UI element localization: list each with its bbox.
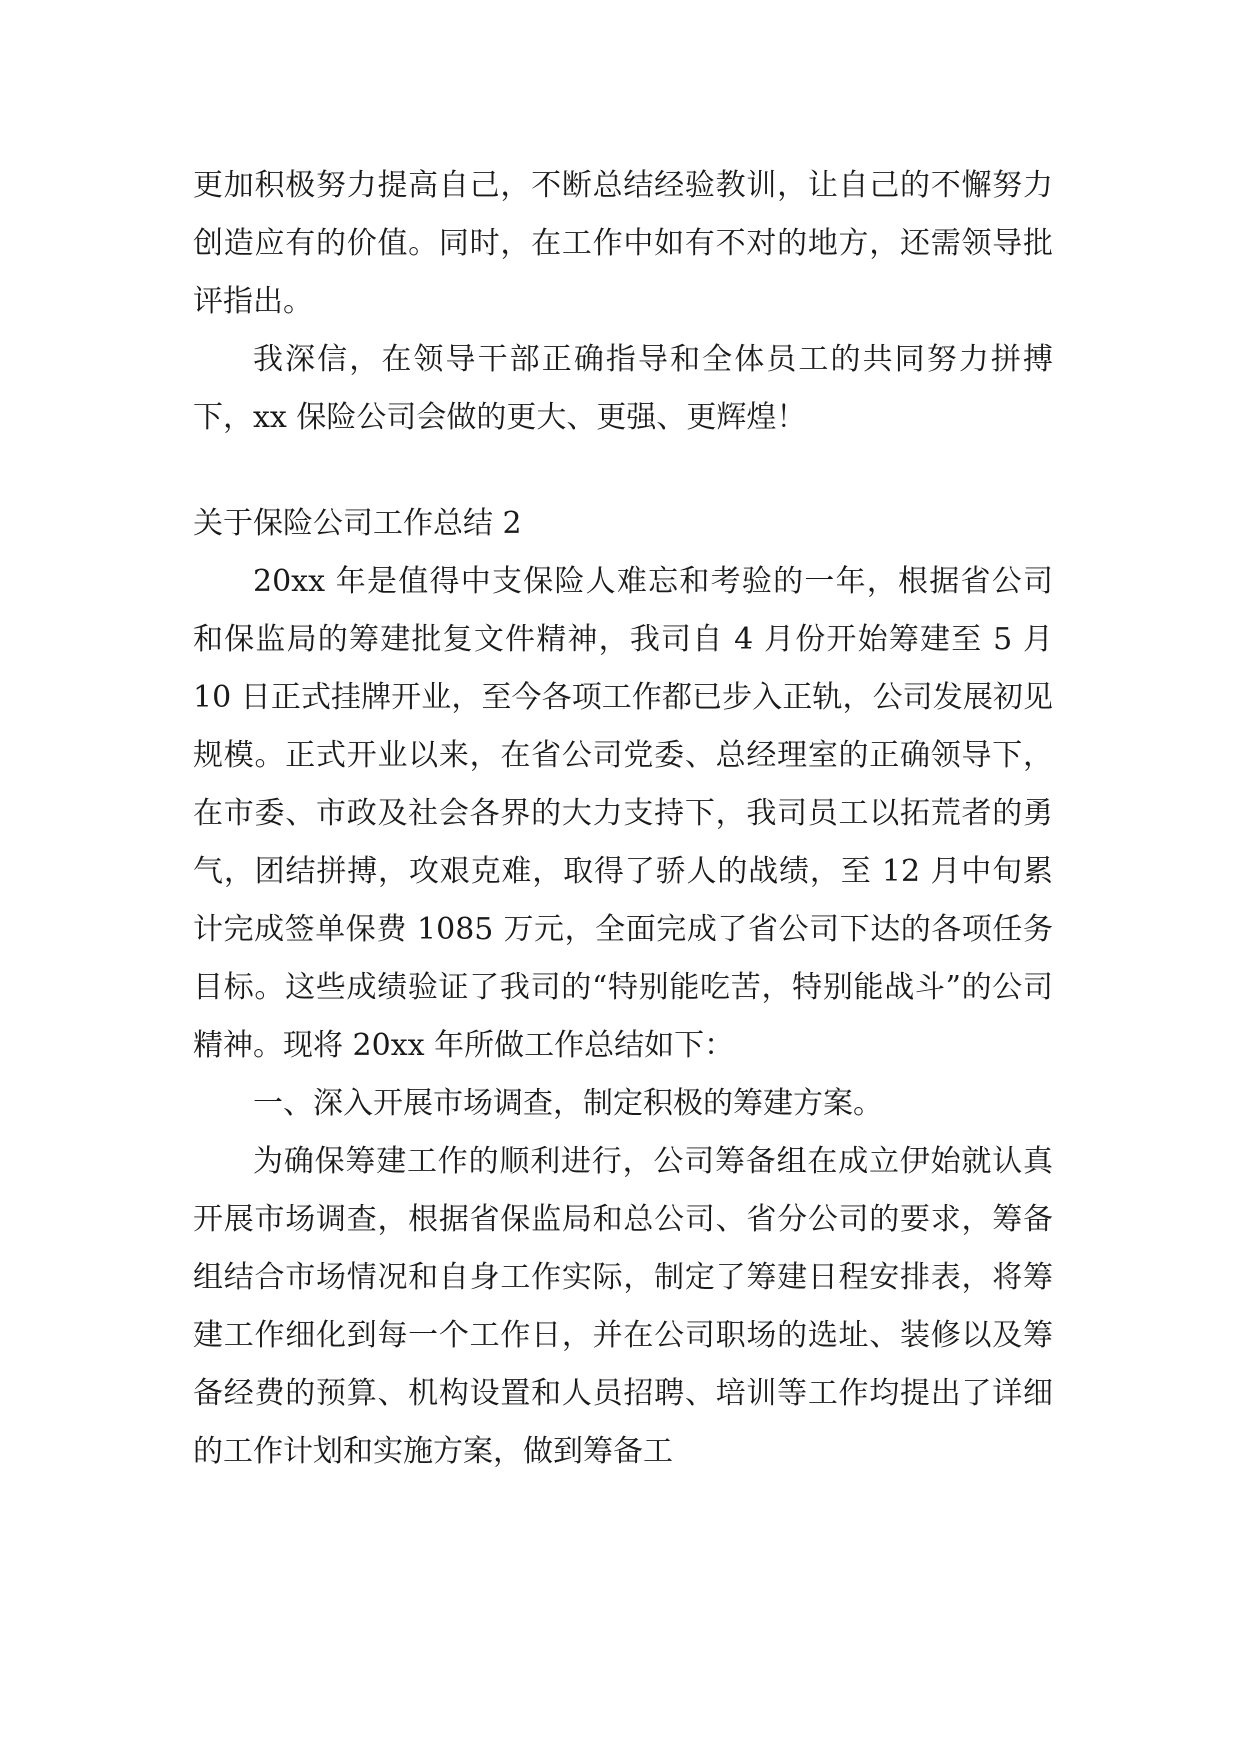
section-title: 关于保险公司工作总结 2: [193, 506, 522, 541]
paragraph-continuation: 更加积极努力提高自己，不断总结经验教训，让自己的不懈努力创造应有的价值。同时，在工作中如有不对的地方，还需领导批评指出。: [193, 168, 1053, 319]
document-body: [193, 157, 1053, 1481]
paragraph-subheading: 一、深入开展市场调查，制定积极的筹建方案。: [253, 1086, 883, 1121]
paragraph-body: 为确保筹建工作的顺利进行，公司筹备组在成立伊始就认真开展市场调查，根据省保监局和总公司、省分公司的要求，筹备组结合市场情况和自身工作实际，制定了筹建日程安排表，将筹建工作细化到每一个工作日，并在公司职场的选址、装修以及筹备经费的预算、机构设置和人员招聘、培训等工作均提出了详细的工作计划和实施方案，做到筹备工: [193, 1144, 1053, 1469]
paragraph-closing-statement: 我深信，在领导干部正确指导和全体员工的共同努力拼搏下，xx 保险公司会做的更大、更强、更辉煌！: [193, 342, 1053, 435]
paragraph-intro: 20xx 年是值得中支保险人难忘和考验的一年，根据省公司和保监局的筹建批复文件精神，我司自 4 月份开始筹建至 5 月 10 日正式挂牌开业，至今各项工作都已步入正轨，公司发展初见规模。正式开业以来，在省公司党委、总经理室的正确领导下，在市委、市政及社会各界的大力支持下，我司员工以拓荒者的勇气，团结拼搏，攻艰克难，取得了骄人的战绩，至 12 月中旬累计完成签单保费 1085 万元，全面完成了省公司下达的各项任务目标。这些成绩验证了我司的“特别能吃苦，特别能战斗”的公司精神。现将 20xx 年所做工作总结如下：: [193, 564, 1053, 1063]
